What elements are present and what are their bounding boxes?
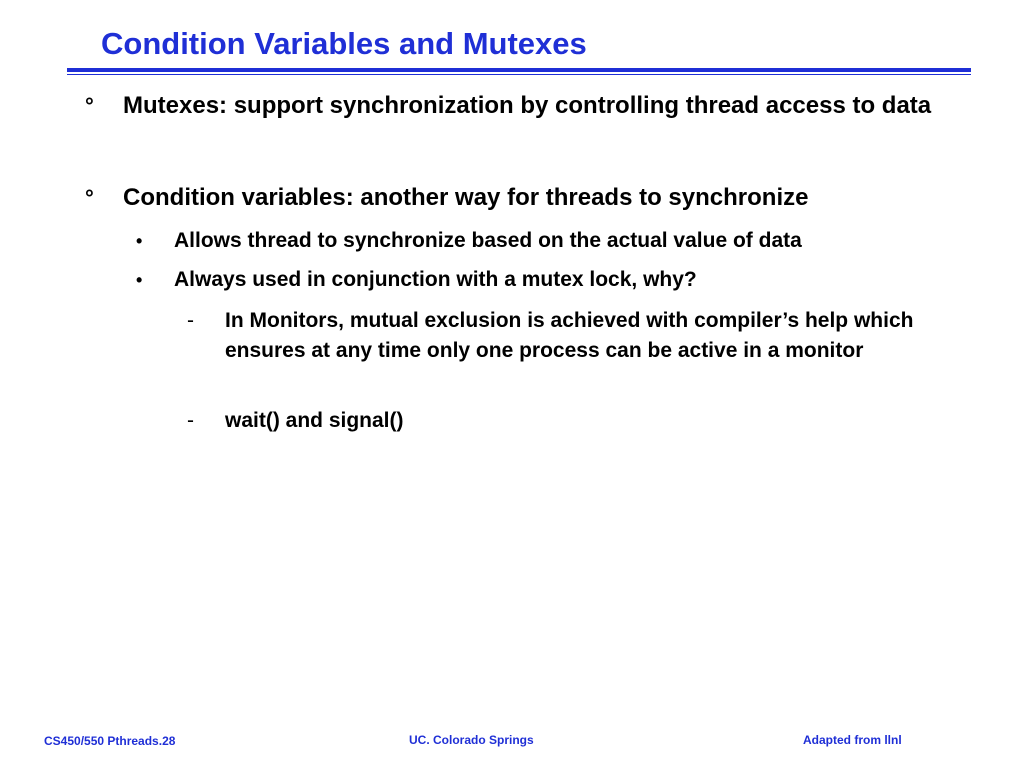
sub-bullet-mutex-lock (136, 266, 974, 294)
dash-marker: - (187, 309, 194, 332)
bullet-mutexes (85, 90, 963, 122)
footer-institution: UC. Colorado Springs (409, 733, 534, 747)
sub-bullet-actual-value (136, 227, 974, 255)
bullet-marker: ° (85, 185, 94, 210)
sub-bullet-marker: • (136, 231, 143, 251)
dash-marker: - (187, 409, 194, 432)
bullet-marker: ° (85, 93, 94, 118)
title-divider-thin (67, 74, 971, 75)
sub-sub-bullet-monitors (187, 306, 945, 366)
footer-attribution: Adapted from llnl (803, 733, 902, 747)
bullet-text: Condition variables: another way for threads to synchronize (123, 184, 809, 211)
sub-sub-bullet-text: wait() and signal() (225, 409, 404, 432)
slide-title: Condition Variables and Mutexes (101, 26, 587, 61)
footer-course-page: CS450/550 Pthreads.28 (44, 734, 176, 748)
sub-bullet-marker: • (136, 270, 143, 290)
sub-sub-bullet-text: In Monitors, mutual exclusion is achieved with compiler’s help which ensures at any time only one process can be active in a monitor (225, 309, 914, 362)
bullet-text: Mutexes: support synchronization by controlling thread access to data (123, 92, 932, 119)
sub-bullet-text: Allows thread to synchronize based on the actual value of data (174, 229, 802, 252)
title-divider-thick (67, 68, 971, 72)
sub-sub-bullet-wait-signal (187, 406, 945, 436)
sub-bullet-text: Always used in conjunction with a mutex lock, why? (174, 268, 697, 291)
bullet-condition-variables (85, 182, 963, 214)
